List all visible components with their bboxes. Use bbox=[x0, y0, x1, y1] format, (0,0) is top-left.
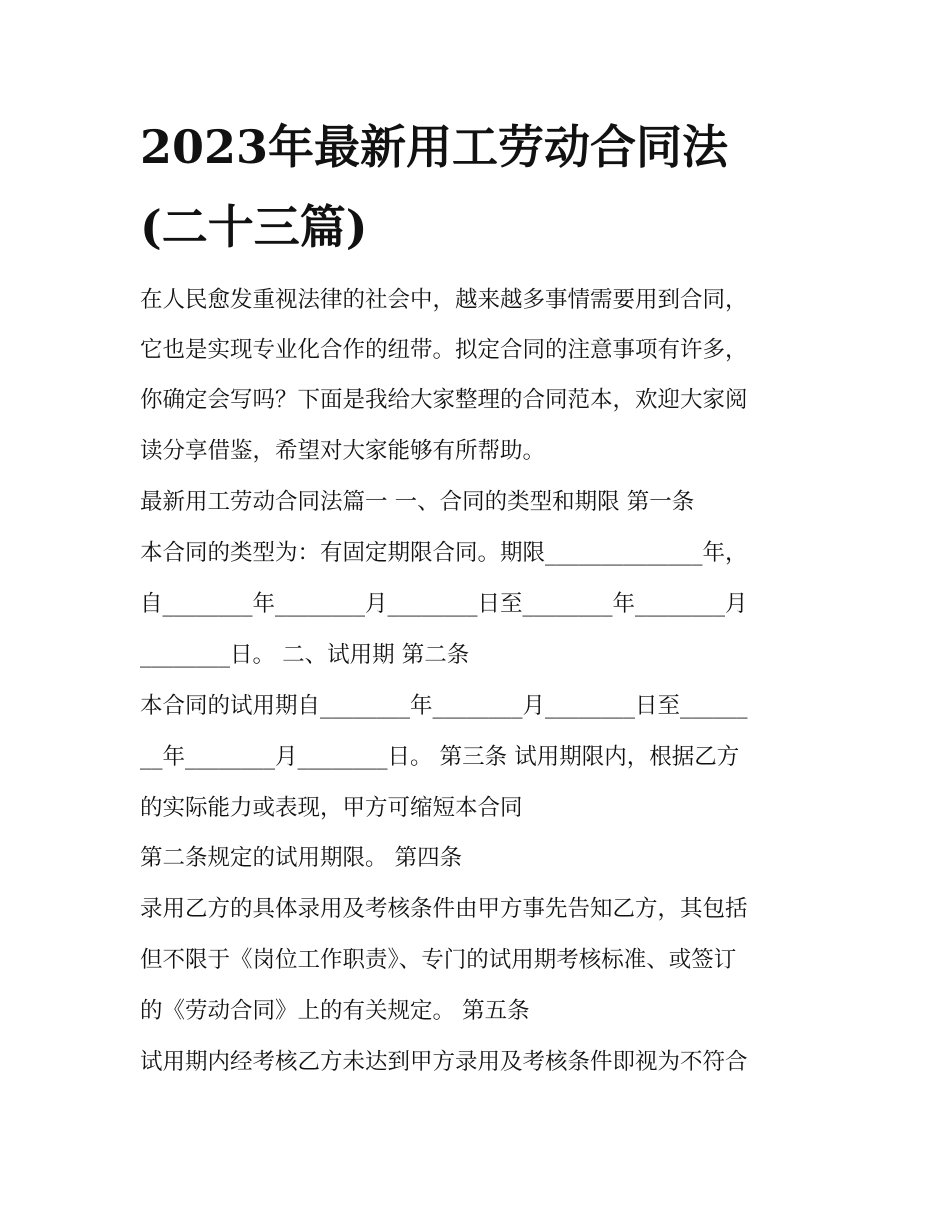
body-text-line: 的实际能力或表现，甲方可缩短本合同 bbox=[140, 795, 523, 821]
body-text-line: 的《劳动合同》上的有关规定。 第五条 bbox=[140, 998, 530, 1024]
document-title-line-1: 2023年最新用工劳动合同法 bbox=[140, 120, 729, 174]
body-text-line: 最新用工劳动合同法篇一 一、合同的类型和期限 第一条 bbox=[140, 489, 695, 515]
contract-term-line: 自________年________月________日至________年________月 bbox=[140, 591, 748, 617]
body-text-line: 但不限于《岗位工作职责》、专门的试用期考核标准、或签订 bbox=[140, 947, 737, 973]
probation-term-line: 本合同的试用期自________年________月________日至______ bbox=[140, 693, 748, 719]
body-text-line: 在人民愈发重视法律的社会中，越来越多事情需要用到合同， bbox=[140, 287, 748, 313]
body-text-line: 第二条规定的试用期限。 第四条 bbox=[140, 845, 463, 871]
contract-term-line: 本合同的类型为：有固定期限合同。期限______________年， bbox=[140, 540, 748, 566]
probation-term-line: __年________月________日。 第三条 试用期限内，根据乙方 bbox=[140, 744, 740, 770]
body-text-line: ________日。 二、试用期 第二条 bbox=[140, 642, 470, 668]
body-text-line: 你确定会写吗？下面是我给大家整理的合同范本，欢迎大家阅 bbox=[140, 387, 748, 413]
body-text-line: 录用乙方的具体录用及考核条件由甲方事先告知乙方，其包括 bbox=[140, 896, 748, 922]
body-text-line: 读分享借鉴，希望对大家能够有所帮助。 bbox=[140, 438, 546, 464]
document-title-line-2: (二十三篇) bbox=[140, 200, 368, 254]
body-text-line: 它也是实现专业化合作的纽带。拟定合同的注意事项有许多， bbox=[140, 337, 748, 363]
body-text-line: 试用期内经考核乙方未达到甲方录用及考核条件即视为不符合 bbox=[140, 1049, 748, 1075]
